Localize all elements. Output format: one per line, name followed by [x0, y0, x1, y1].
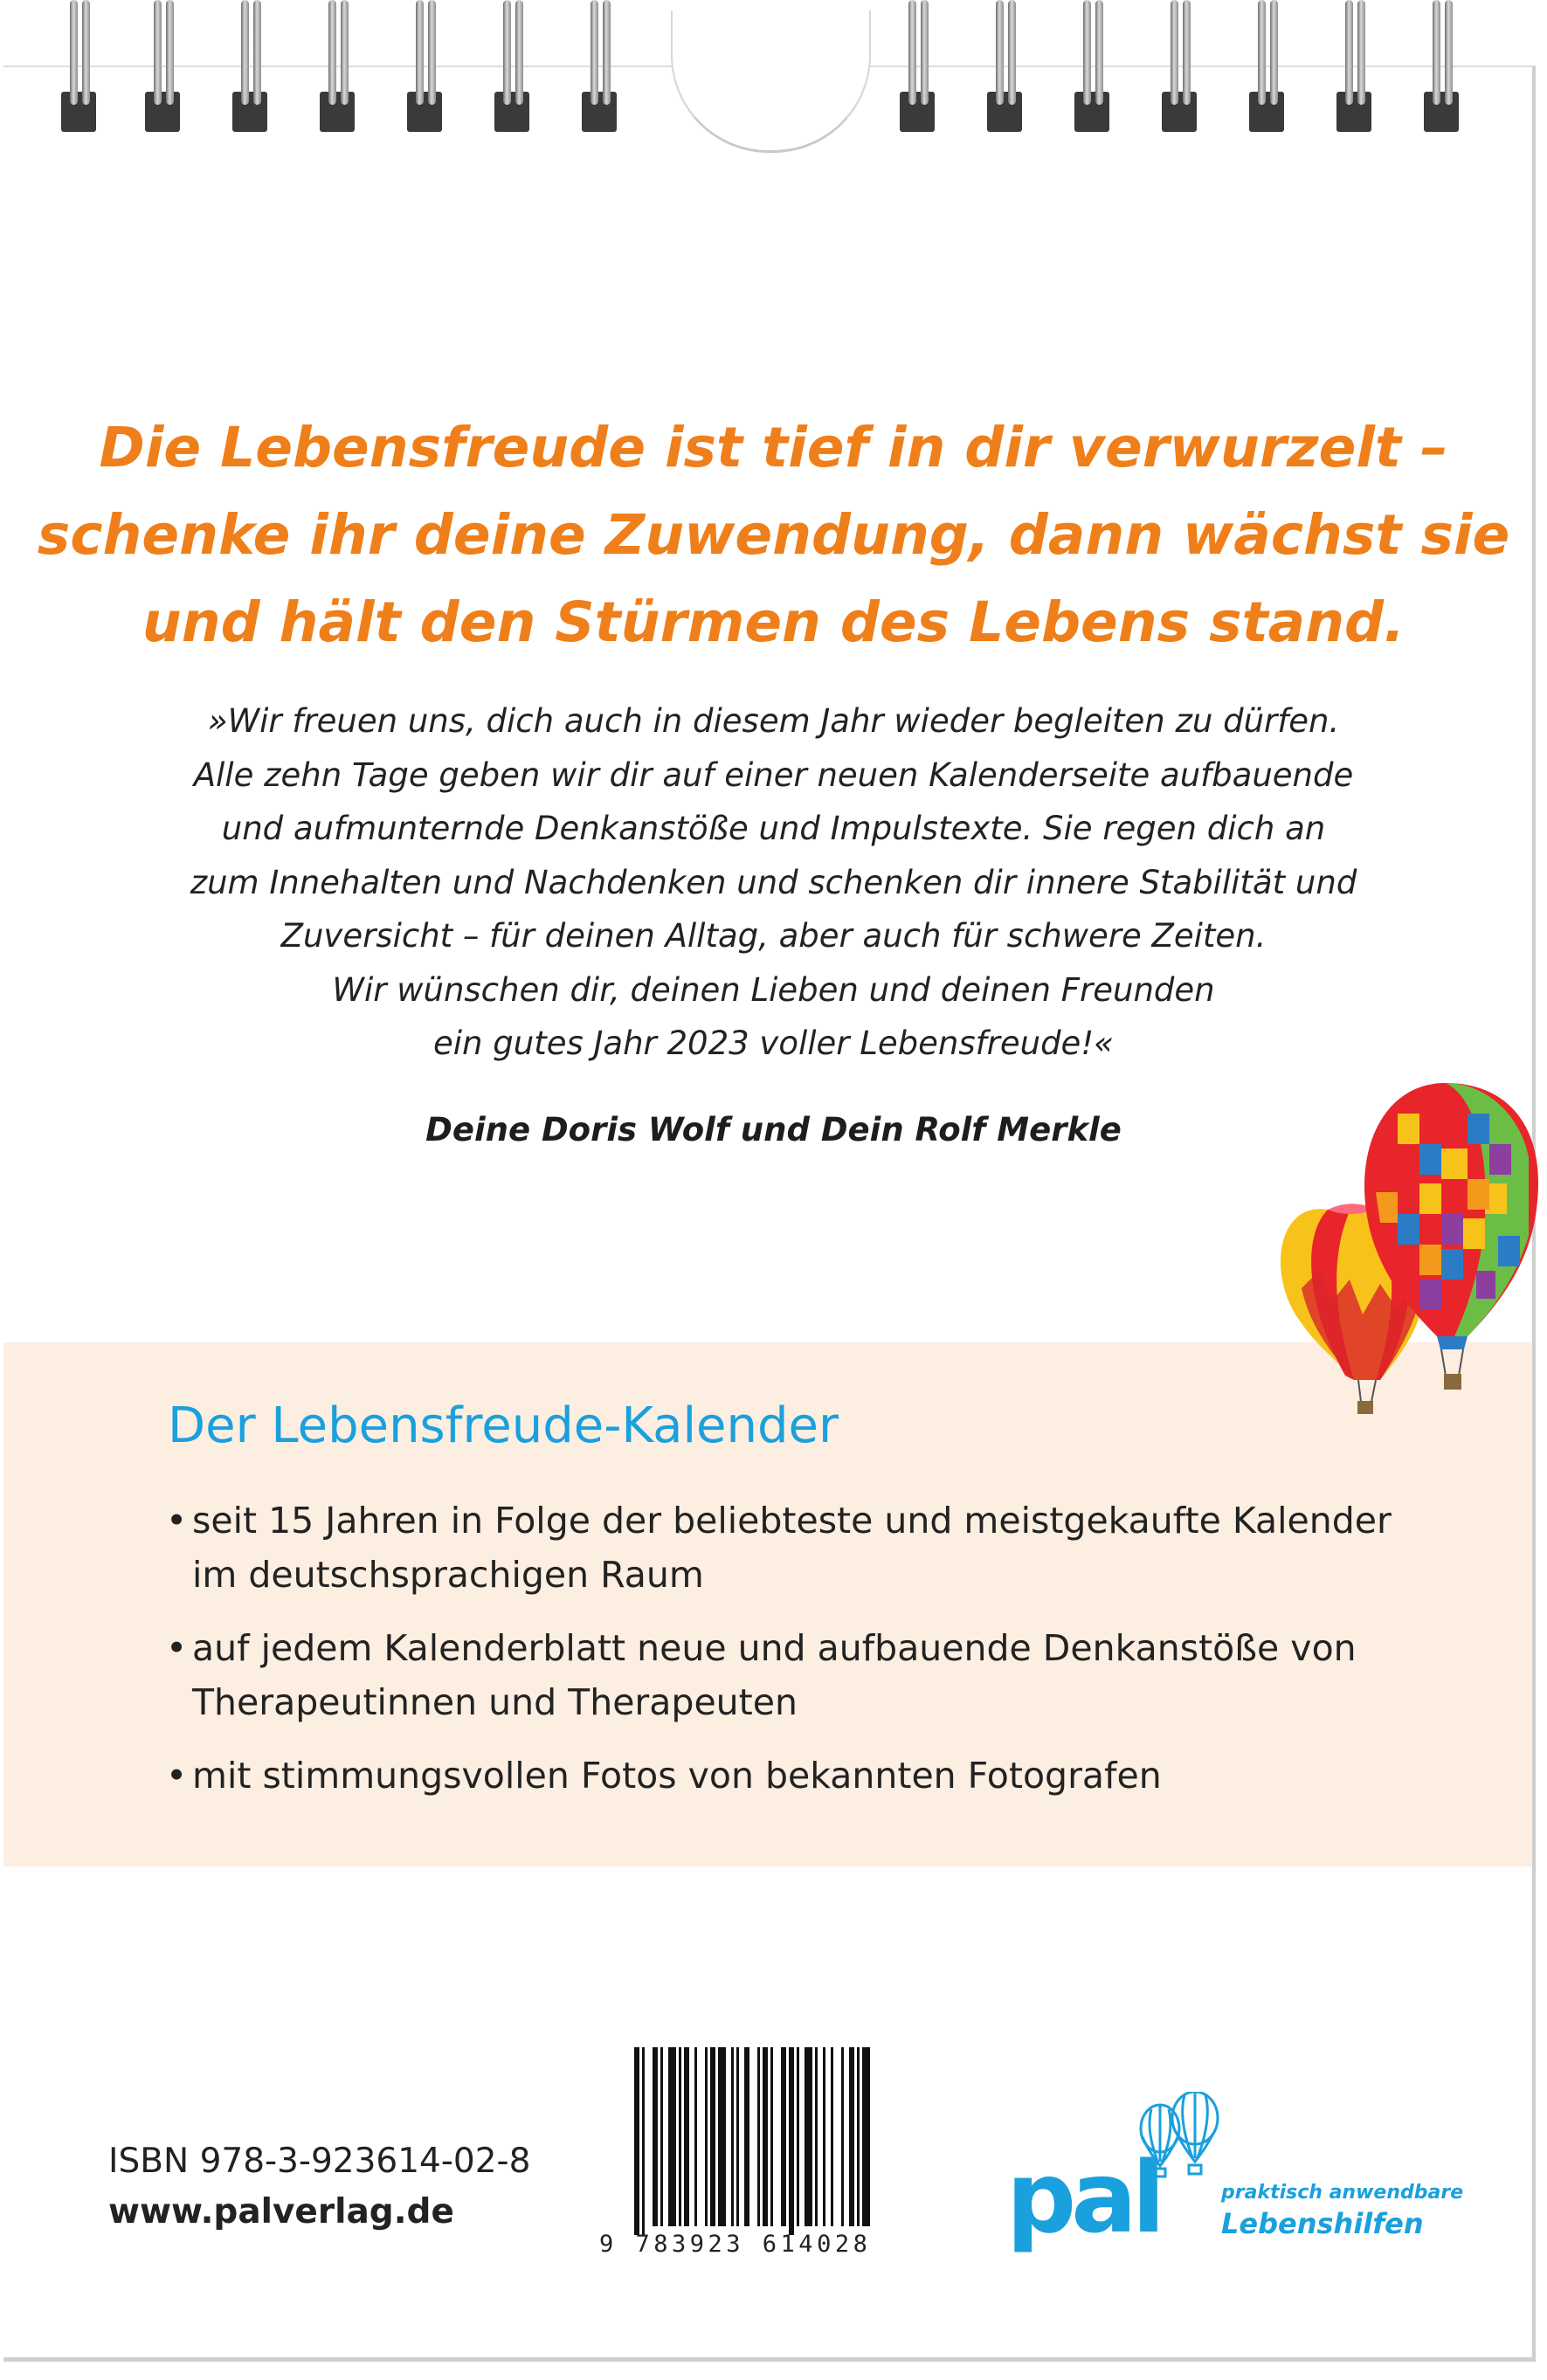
website-link[interactable]: www.palverlag.de [108, 2192, 454, 2232]
barcode-bar [841, 2047, 844, 2226]
barcode-bar [668, 2047, 676, 2226]
barcode-number: 9 783923 614028 [599, 2231, 872, 2258]
feature-list [166, 1494, 1392, 1822]
list-item [166, 1494, 1392, 1602]
barcode-bar [805, 2047, 812, 2226]
barcode-bar [781, 2047, 786, 2226]
bullet-icon: • [166, 1755, 188, 1797]
barcode-bar [653, 2047, 658, 2226]
barcode-bars [634, 2047, 870, 2235]
info-title: Der Lebensfreude-Kalender [168, 1397, 839, 1454]
pal-logo-wordmark: pal [1006, 2142, 1161, 2255]
barcode-bar [710, 2047, 715, 2226]
intro-text [0, 694, 1547, 1071]
signature: Deine Doris Wolf und Dein Rolf Merkle [425, 1111, 1122, 1149]
barcode-bar [862, 2047, 870, 2226]
pal-tagline: praktisch anwendbare [1221, 2182, 1464, 2204]
barcode-bar [744, 2047, 749, 2226]
barcode-bar [789, 2047, 794, 2235]
intro-line: Alle zehn Tage geben wir dir auf einer neuen Kalenderseite aufbauende [193, 755, 1354, 794]
list-item-text: Therapeutinnen und Therapeuten [192, 1681, 798, 1723]
barcode-bar [757, 2047, 760, 2226]
headline-quote [0, 404, 1547, 666]
list-item [166, 1621, 1392, 1729]
barcode-bar [718, 2047, 726, 2226]
barcode-bar [831, 2047, 833, 2226]
intro-line: Wir wünschen dir, deinen Lieben und deinen Freunden [332, 970, 1215, 1009]
list-item [166, 1749, 1392, 1803]
barcode-bar [642, 2047, 645, 2235]
pal-tagline-bold: Lebenshilfen [1221, 2207, 1424, 2240]
barcode-bar [823, 2047, 825, 2226]
headline-quote-line: Die Lebensfreude ist tief in dir verwurzelt – [99, 416, 1448, 479]
intro-line: »Wir freuen uns, dich auch in diesem Jahr wieder begleiten zu dürfen. [207, 702, 1340, 740]
barcode-bar [815, 2047, 818, 2226]
barcode-bar [694, 2047, 697, 2226]
barcode-bar [736, 2047, 739, 2226]
barcode-bar [684, 2047, 689, 2226]
barcode-bar [763, 2047, 768, 2226]
barcode-bar [857, 2047, 860, 2226]
barcode-bar [770, 2047, 773, 2226]
list-item-text: seit 15 Jahren in Folge der beliebteste und meistgekaufte Kalender [192, 1500, 1392, 1542]
list-item-text: auf jedem Kalenderblatt neue und aufbauende Denkanstöße von [192, 1627, 1357, 1669]
barcode-bar [731, 2047, 734, 2226]
barcode-bar [849, 2047, 854, 2226]
intro-line: zum Innehalten und Nachdenken und schenken dir innere Stabilität und [190, 863, 1357, 901]
barcode-bar [797, 2047, 799, 2226]
barcode-bar [705, 2047, 708, 2226]
intro-line: ein gutes Jahr 2023 voller Lebensfreude!« [433, 1024, 1114, 1062]
intro-line: Zuversicht – für deinen Alltag, aber auch für schwere Zeiten. [280, 917, 1267, 955]
barcode-bar [679, 2047, 681, 2226]
barcode-bar [634, 2047, 639, 2235]
headline-quote-line: schenke ihr deine Zuwendung, dann wächst sie [37, 503, 1510, 567]
list-item-text: im deutschsprachigen Raum [192, 1554, 704, 1596]
list-item-text: mit stimmungsvollen Fotos von bekannten Fotografen [192, 1755, 1162, 1797]
headline-quote-line: und hält den Stürmen des Lebens stand. [142, 590, 1405, 654]
bullet-icon: • [166, 1500, 188, 1542]
isbn: ISBN 978-3-923614-02-8 [108, 2142, 531, 2181]
intro-line: und aufmunternde Denkanstöße und Impulstexte. Sie regen dich an [221, 810, 1326, 847]
bullet-icon: • [166, 1627, 188, 1669]
hot-air-balloons-image [1267, 1061, 1546, 1437]
barcode-bar [660, 2047, 663, 2226]
